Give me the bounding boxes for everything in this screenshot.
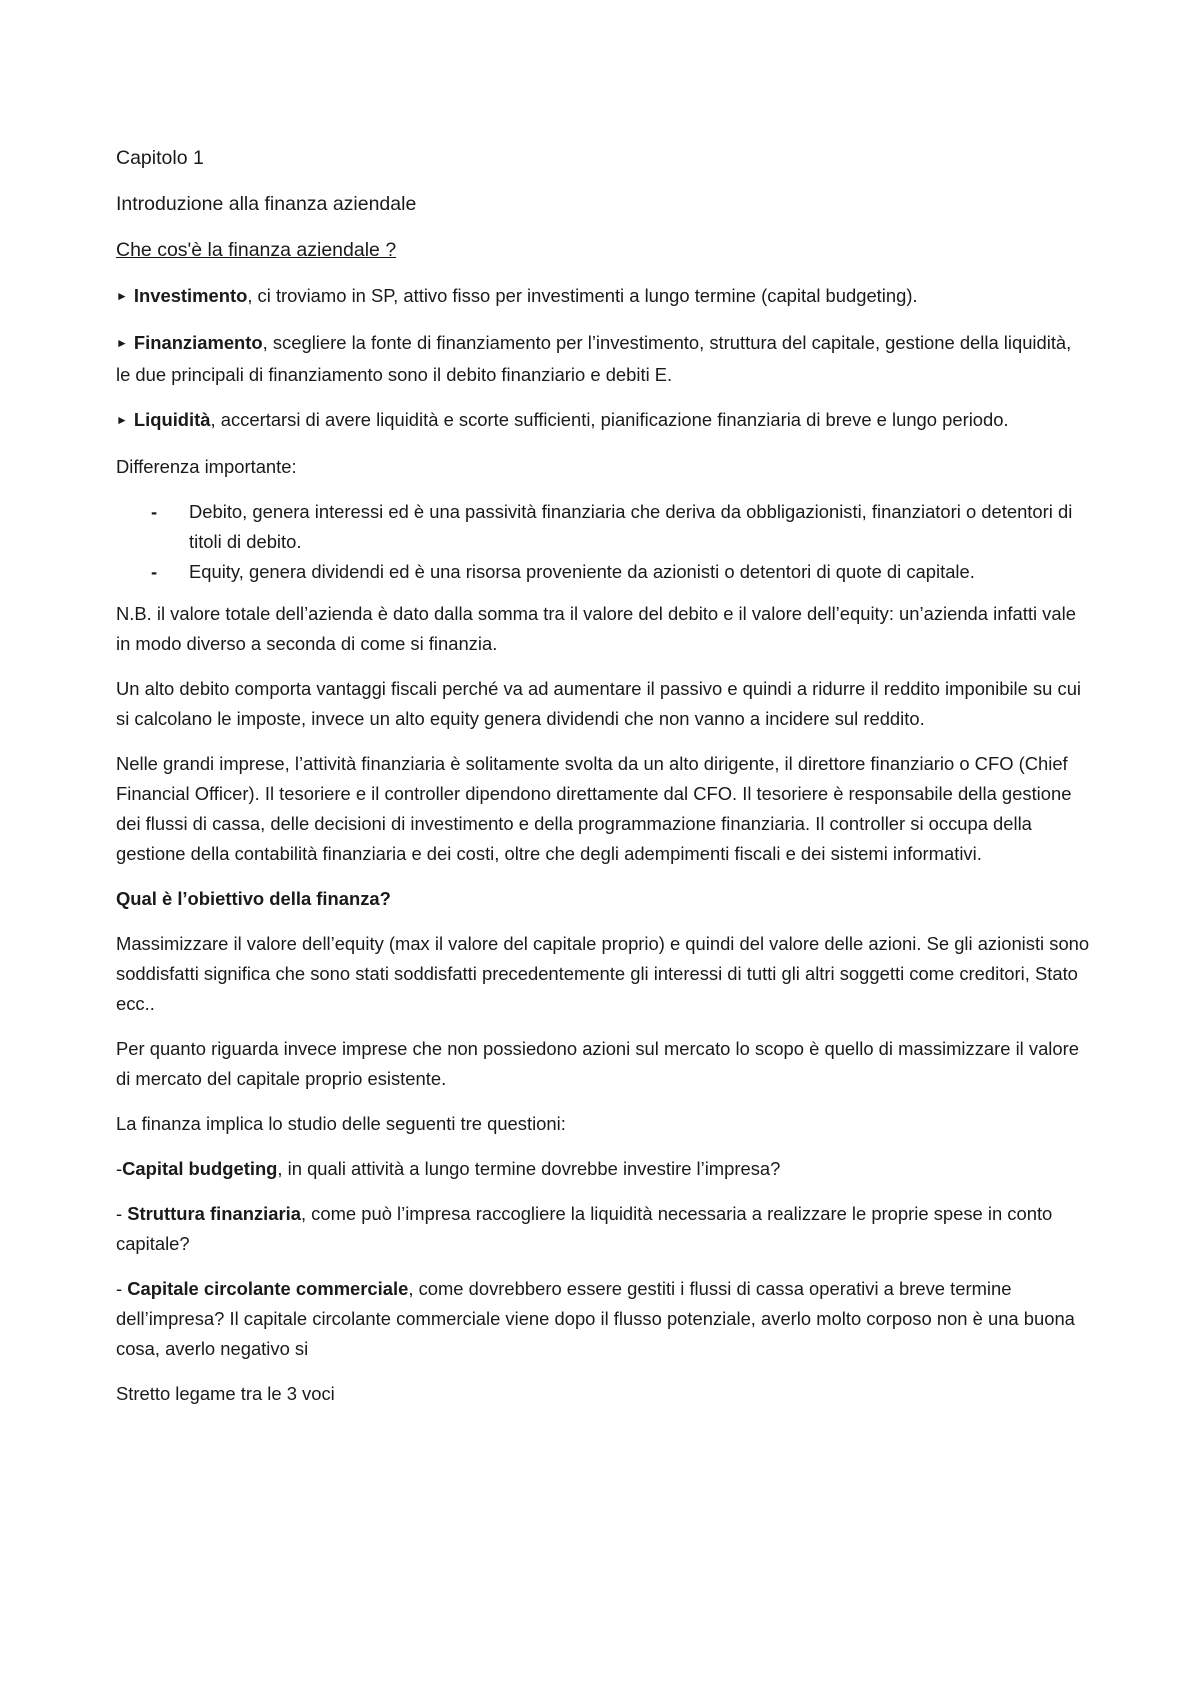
bullet-term: Finanziamento bbox=[133, 332, 263, 353]
difference-list bbox=[116, 497, 1090, 587]
question-capitale-circolante bbox=[116, 1274, 1090, 1364]
question-prefix: - bbox=[116, 1203, 128, 1224]
bullet-finanziamento bbox=[116, 328, 1090, 390]
bullet-text: , accertarsi di avere liquidità e scorte sufficienti, pianificazione finanziaria di breve e lungo periodo. bbox=[210, 409, 1009, 430]
document-title: Introduzione alla finanza aziendale bbox=[116, 193, 417, 215]
bullet-liquidita bbox=[116, 405, 1090, 437]
debt-paragraph: Un alto debito comporta vantaggi fiscali perché va ad aumentare il passivo e quindi a ridurre il reddito imponibile su cui si calcolano le imposte, invece un alto equity genera dividendi che non vanno a incidere sul reddito. bbox=[116, 678, 1082, 729]
objective-paragraph: Massimizzare il valore dell’equity (max il valore del capitale proprio) e quindi del valore delle azioni. Se gli azionisti sono soddisfatti significa che sono stati soddisfatti precedentemente gli interessi di tutti gli altri soggetti come creditori, Stato ecc.. bbox=[116, 933, 1090, 1014]
question-text: , come dovrebbero essere gestiti i flussi di cassa operativi a breve termine dell’impresa? Il capitale circolante commerciale viene dopo il flusso potenziale, averlo molto corposo non è una buona cosa, averlo negativo si bbox=[116, 1278, 1075, 1359]
nb-paragraph: N.B. il valore totale dell’azienda è dato dalla somma tra il valore del debito e il valore dell’equity: un’azienda infatti vale in modo diverso a seconda di come si finanzia. bbox=[116, 603, 1076, 654]
question-text: , come può l’impresa raccogliere la liquidità necessaria a realizzare le proprie spese in conto capitale? bbox=[116, 1203, 1053, 1254]
cfo-paragraph: Nelle grandi imprese, l’attività finanziaria è solitamente svolta da un alto dirigente, il direttore finanziario o CFO (Chief Financial Officer). Il tesoriere e il controller dipendono direttamente dal CFO. Il tesoriere è responsabile della gestione dei flussi di cassa, delle decisioni di investimento e della programmazione finanziaria. Il controller si occupa della gestione della contabilità finanziaria e dei costi, oltre che degli adempimenti fiscali e dei sistemi informativi. bbox=[116, 753, 1072, 864]
document-page bbox=[116, 143, 1090, 1424]
dash-marker: - bbox=[151, 561, 158, 582]
section-heading: Che cos'è la finanza aziendale ? bbox=[116, 239, 397, 261]
unlisted-paragraph: Per quanto riguarda invece imprese che non possiedono azioni sul mercato lo scopo è quello di massimizzare il valore di mercato del capitale proprio esistente. bbox=[116, 1038, 1079, 1089]
three-questions-intro: La finanza implica lo studio delle seguenti tre questioni: bbox=[116, 1113, 566, 1134]
question-term: Capitale circolante commerciale bbox=[127, 1278, 409, 1299]
triangle-right-icon: ► bbox=[116, 336, 128, 350]
closing-line: Stretto legame tra le 3 voci bbox=[116, 1383, 335, 1404]
objective-heading: Qual è l’obiettivo della finanza? bbox=[116, 888, 391, 909]
difference-label: Differenza importante: bbox=[116, 456, 297, 477]
question-prefix: - bbox=[116, 1278, 128, 1299]
bullet-text: , scegliere la fonte di finanziamento per l’investimento, struttura del capitale, gestione della liquidità, le due principali di finanziamento sono il debito finanziario e debiti E. bbox=[116, 332, 1072, 385]
bullet-term: Investimento bbox=[133, 285, 248, 306]
bullet-text: , ci troviamo in SP, attivo fisso per investimenti a lungo termine (capital budgeting). bbox=[247, 285, 918, 306]
list-item bbox=[116, 557, 1090, 587]
list-item-text: Debito, genera interessi ed è una passività finanziaria che deriva da obbligazionisti, finanziatori o detentori di titoli di debito. bbox=[189, 501, 1073, 552]
list-item-text: Equity, genera dividendi ed è una risorsa proveniente da azionisti o detentori di quote di capitale. bbox=[189, 561, 975, 582]
question-text: , in quali attività a lungo termine dovrebbe investire l’impresa? bbox=[277, 1158, 781, 1179]
dash-marker: - bbox=[151, 501, 158, 522]
question-capital-budgeting bbox=[116, 1154, 1090, 1184]
bullet-investimento bbox=[116, 281, 1090, 313]
triangle-right-icon: ► bbox=[116, 413, 128, 427]
question-term: Capital budgeting bbox=[122, 1158, 278, 1179]
chapter-label: Capitolo 1 bbox=[116, 147, 204, 169]
triangle-right-icon: ► bbox=[116, 289, 128, 303]
question-struttura-finanziaria bbox=[116, 1199, 1090, 1259]
list-item bbox=[116, 497, 1090, 557]
bullet-term: Liquidità bbox=[133, 409, 211, 430]
question-term: Struttura finanziaria bbox=[127, 1203, 301, 1224]
question-prefix: - bbox=[116, 1158, 123, 1179]
